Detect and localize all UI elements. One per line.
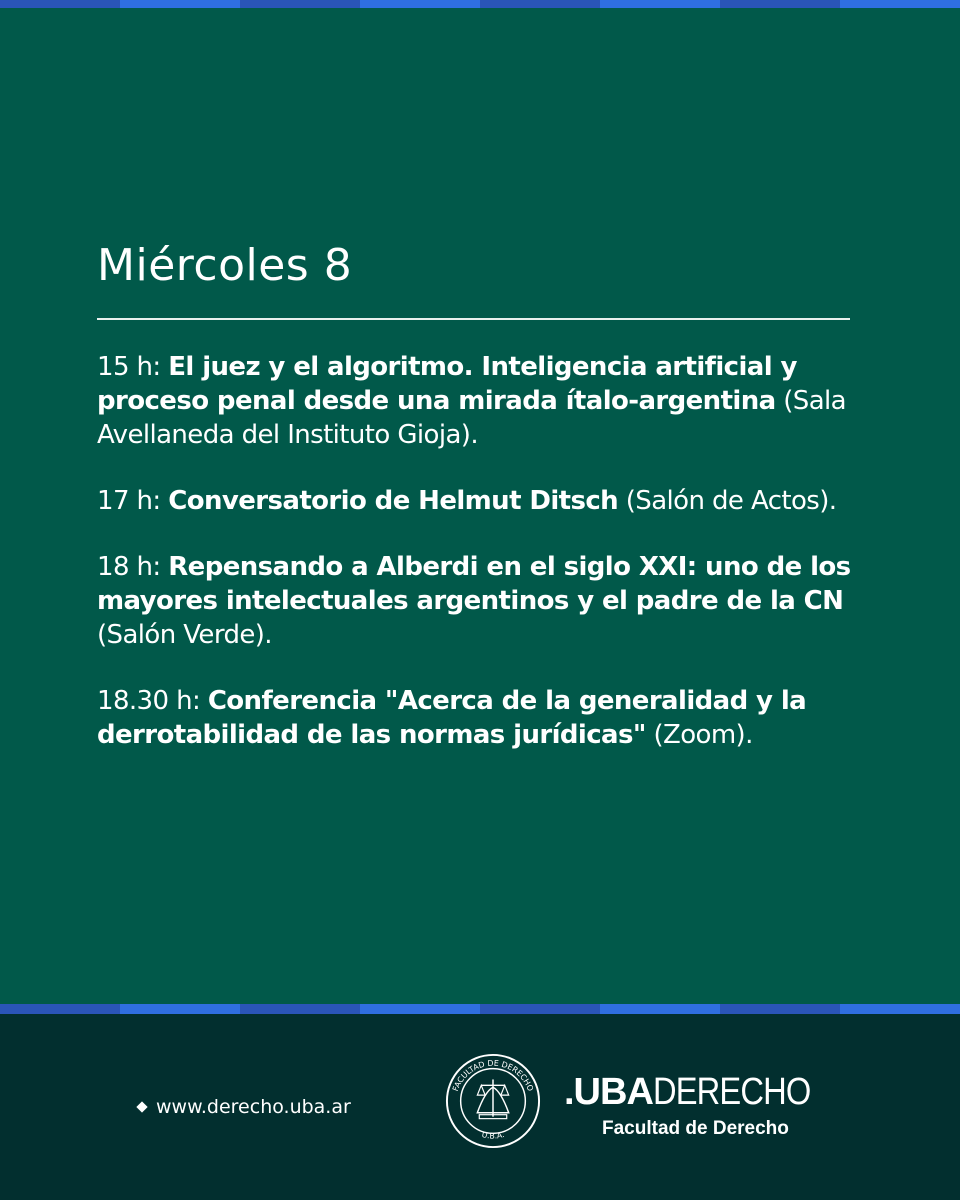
brand-derecho: DERECHO [652, 1071, 811, 1113]
brand-uba: .UBA [564, 1071, 653, 1113]
event-item [97, 350, 857, 452]
event-venue: (Sala Avellaneda del Instituto Gioja). [97, 386, 846, 450]
day-title: Miércoles 8 [97, 240, 353, 291]
website-text: www.derecho.uba.ar [156, 1096, 351, 1118]
seal-bottom-text: U.B.A. [480, 1129, 506, 1141]
event-venue: (Salón de Actos). [618, 486, 837, 516]
footer [0, 1014, 960, 1200]
bottom-stripe [0, 1004, 960, 1014]
event-time: 18 h: [97, 552, 169, 582]
svg-text:U.B.A. [481, 1130, 506, 1141]
faculty-seal-icon [444, 1052, 542, 1150]
uba-derecho-logo [564, 1072, 836, 1140]
website-link[interactable] [138, 1096, 351, 1118]
event-time: 17 h: [97, 486, 169, 516]
schedule [97, 236, 857, 784]
event-title: Repensando a Alberdi en el siglo XXI: uno de los mayores intelectuales argentinos y el padre de la CN [97, 552, 851, 616]
event-venue: (Zoom). [645, 720, 753, 750]
event-item [97, 484, 857, 518]
event-venue: (Salón Verde). [97, 620, 272, 650]
top-stripe [0, 0, 960, 8]
event-time: 15 h: [97, 352, 169, 382]
event-title: Conferencia "Acerca de la generalidad y la derrotabilidad de las normas jurídicas" [97, 686, 807, 750]
event-item [97, 684, 857, 752]
event-title: El juez y el algoritmo. Inteligencia artificial y proceso penal desde una mirada ítalo-argentina [97, 352, 797, 416]
divider [97, 318, 850, 320]
seal-top-text: FACULTAD DE DERECHO [450, 1058, 536, 1093]
event-title: Conversatorio de Helmut Ditsch [168, 486, 619, 516]
brand-wordmark [564, 1072, 836, 1112]
brand-subtitle: Facultad de Derecho [602, 1118, 789, 1139]
event-time: 18.30 h: [97, 686, 208, 716]
diamond-bullet-icon [136, 1101, 147, 1112]
event-item [97, 550, 857, 652]
